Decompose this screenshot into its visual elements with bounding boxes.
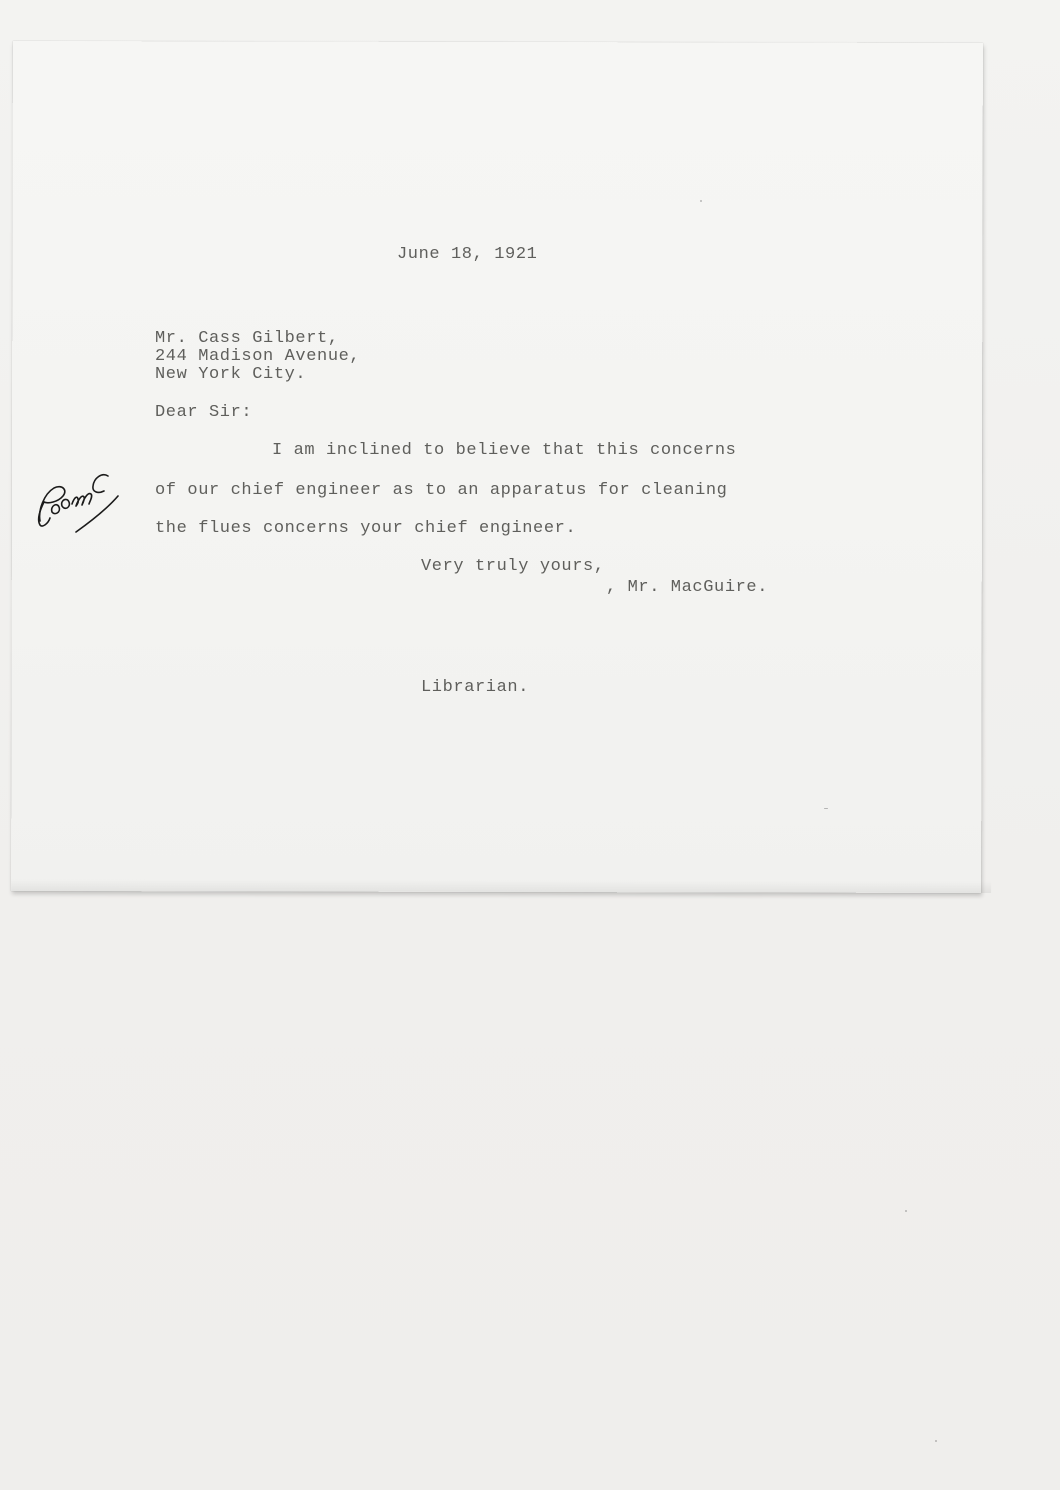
paper-speck bbox=[824, 808, 828, 809]
closing: Very truly yours, bbox=[421, 557, 605, 576]
paper-speck bbox=[905, 1210, 907, 1212]
body-line-2: of our chief engineer as to an apparatus for cleaning bbox=[155, 481, 728, 500]
handwritten-initials bbox=[30, 458, 130, 548]
recipient-city: New York City. bbox=[155, 365, 307, 384]
paper-speck bbox=[700, 200, 702, 202]
salutation: Dear Sir: bbox=[155, 403, 253, 422]
recipient-name: Mr. Cass Gilbert, bbox=[155, 329, 339, 348]
sheet-bottom-edge bbox=[11, 879, 991, 893]
body-line-1: I am inclined to believe that this concerns bbox=[272, 441, 737, 460]
signature-title: Librarian. bbox=[421, 678, 530, 697]
recipient-street: 244 Madison Avenue, bbox=[155, 347, 361, 366]
cc-note: , Mr. MacGuire. bbox=[606, 578, 769, 597]
body-line-3: the flues concerns your chief engineer. bbox=[155, 519, 577, 538]
letter-sheet bbox=[11, 41, 983, 893]
letter-date: June 18, 1921 bbox=[397, 245, 538, 264]
paper-speck bbox=[935, 1440, 937, 1442]
